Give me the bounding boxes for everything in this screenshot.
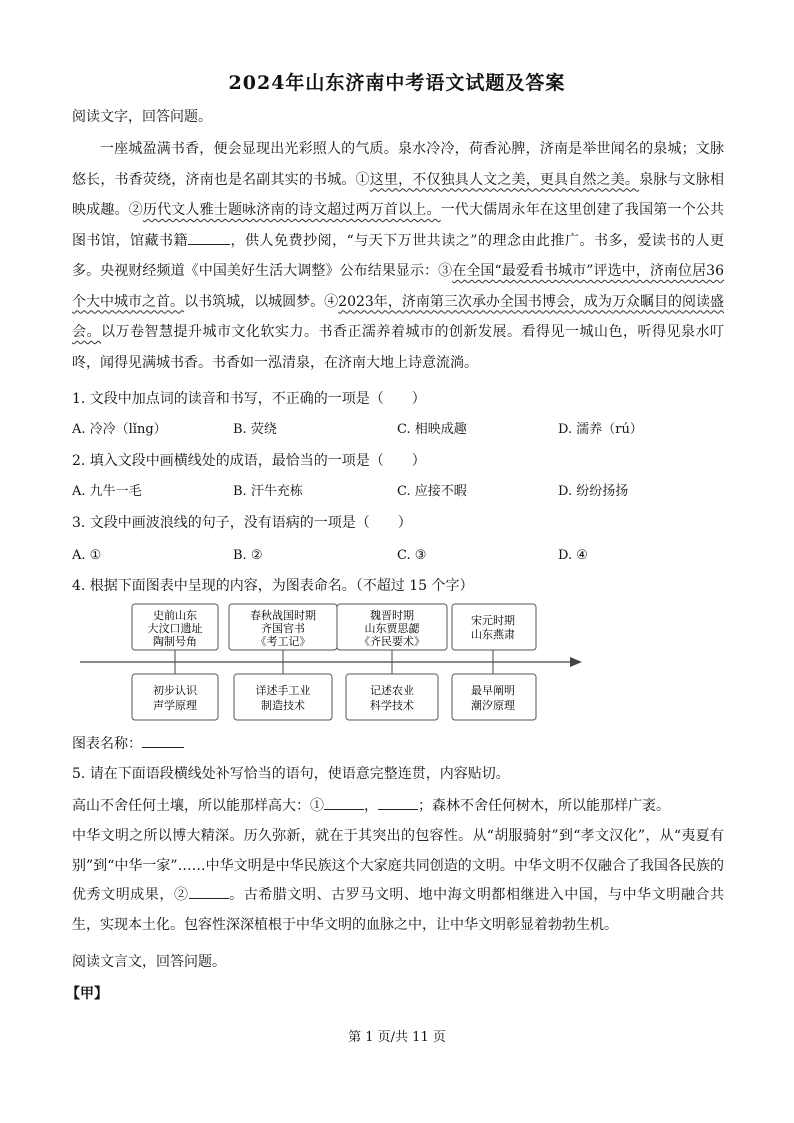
question-1-stem: 1. 文段中加点词的读音和书写，不正确的一项是（ ） bbox=[72, 391, 426, 407]
svg-text:山东燕肃: 山东燕肃 bbox=[471, 628, 515, 641]
q5-line-1-text-b: ， bbox=[364, 798, 378, 814]
reading-passage bbox=[72, 134, 724, 378]
chart-name-label: 图表名称： bbox=[72, 736, 142, 752]
q1-option-a[interactable]: A. 冷冷（lǐng） bbox=[72, 422, 167, 437]
q5-blank-1a[interactable] bbox=[324, 795, 364, 810]
timeline-top-box-1 bbox=[132, 604, 218, 650]
passage-text-5: 以书筑城，以城圆梦。④ bbox=[184, 293, 339, 310]
question-5-stem: 5. 请在下面语段横线处补写恰当的语句，使语意完整连贯，内容贴切。 bbox=[72, 766, 510, 782]
q2-option-c[interactable]: C. 应接不暇 bbox=[397, 484, 467, 499]
wavy-sentence-3: 在全国“最爱看书城市”评选中，济南位居36个大中城市之首。 bbox=[72, 263, 724, 310]
reading-instruction: 阅读文字，回答问题。 bbox=[72, 109, 212, 125]
q1-option-c[interactable]: C. 相映成趣 bbox=[397, 422, 467, 437]
svg-text:《考工记》: 《考工记》 bbox=[255, 635, 311, 648]
passage-text-6: 以万卷智慧提升城市文化软实力。书香正濡养着城市的创新发展。看得见一城山色，听得见泉水叮咚，闻得见满城书香。书香如一泓清泉，在济南大地上诗意流淌。 bbox=[72, 324, 724, 371]
svg-text:齐国官书: 齐国官书 bbox=[261, 622, 305, 635]
q5-line-1 bbox=[72, 795, 670, 816]
svg-text:声学原理: 声学原理 bbox=[153, 699, 197, 712]
timeline-bottom-box-1 bbox=[132, 674, 218, 720]
svg-text:记述农业: 记述农业 bbox=[370, 684, 414, 697]
q5-paragraph bbox=[72, 822, 724, 940]
wavy-sentence-2: 历代文人雅士题咏济南的诗文超过两万首以上。 bbox=[142, 202, 441, 218]
svg-text:详述手工业: 详述手工业 bbox=[255, 684, 311, 697]
timeline-arrow-icon bbox=[570, 657, 582, 667]
svg-text:制造技术: 制造技术 bbox=[261, 699, 305, 712]
passage-text-4: ，供人免费抄阅，“与天下万世共读之”的理念由此推广。书多，爱读书的人更多。央视财经频道《中国美好生活大调整》公布结果显示：③ bbox=[72, 232, 725, 279]
q3-option-d[interactable]: D. ④ bbox=[558, 548, 588, 563]
svg-text:科学技术: 科学技术 bbox=[370, 699, 414, 712]
timeline-diagram bbox=[72, 600, 592, 726]
q5-blank-1b[interactable] bbox=[378, 795, 418, 810]
q5-blank-2[interactable] bbox=[189, 884, 229, 899]
question-2-stem: 2. 填入文段中画横线处的成语，最恰当的一项是（ ） bbox=[72, 453, 426, 469]
q2-option-b[interactable]: B. 汗牛充栋 bbox=[233, 484, 303, 499]
question-3-stem: 3. 文段中画波浪线的句子，没有语病的一项是（ ） bbox=[72, 515, 412, 531]
svg-text:山东贾思勰: 山东贾思勰 bbox=[364, 622, 420, 635]
q1-option-d[interactable]: D. 濡养（rú） bbox=[558, 422, 643, 437]
wavy-sentence-4: 2023年，济南第三次承办全国书博会，成为万众瞩目的阅读盛会。 bbox=[72, 293, 725, 340]
classical-instruction: 阅读文言文，回答问题。 bbox=[72, 954, 226, 970]
q5-paragraph-end: 。古希腊文明、古罗马文明、地中海文明都相继进入中国，与中华文明融合共生，实现本土化。包容性深深植根于中华文明的血脉之中，让中华文明彰显着勃勃生机。 bbox=[72, 887, 725, 933]
q5-line-1-text-a: 高山不舍任何土壤，所以能那样高大：① bbox=[72, 798, 324, 814]
svg-text:陶制号角: 陶制号角 bbox=[153, 635, 197, 648]
svg-text:《齐民要术》: 《齐民要术》 bbox=[359, 635, 425, 648]
q2-option-a[interactable]: A. 九牛一毛 bbox=[72, 484, 142, 499]
timeline-bottom-box-4 bbox=[452, 674, 536, 720]
svg-text:史前山东: 史前山东 bbox=[153, 609, 197, 622]
timeline-top-box-2 bbox=[229, 604, 337, 650]
timeline-bottom-box-3 bbox=[346, 674, 438, 720]
wavy-sentence-1: 这里，不仅独具人文之美，更具自然之美。 bbox=[369, 171, 640, 188]
q5-line-1-text-c: ；森林不舍任何树木，所以能那样广袤。 bbox=[418, 798, 670, 814]
page-title: 2024年山东济南中考语文试题及答案 bbox=[228, 72, 566, 94]
question-4-stem: 4. 根据下面图表中呈现的内容，为图表命名。（不超过 15 个字） bbox=[72, 578, 474, 594]
section-jia: 【甲】 bbox=[66, 986, 108, 1002]
passage-text-1: 一座城盈满书香，便会显现出光彩照人的气质。泉水冷冷，荷香沁脾，济南是举世闻名的泉城；文脉悠长，书香荧绕，济南也是名副其实的书城。① bbox=[72, 141, 724, 188]
q3-option-a[interactable]: A. ① bbox=[72, 548, 102, 563]
chart-name-answer bbox=[72, 733, 184, 754]
svg-text:潮汐原理: 潮汐原理 bbox=[471, 699, 515, 712]
timeline-top-box-4 bbox=[452, 604, 536, 650]
page-footer: 第 1 页/共 11 页 bbox=[348, 1030, 446, 1045]
chart-name-blank[interactable] bbox=[142, 733, 184, 748]
passage-text-3: 一代大儒周永年在这里创建了我国第一个公共图书馆，馆藏书籍 bbox=[72, 202, 725, 249]
svg-text:春秋战国时期: 春秋战国时期 bbox=[250, 609, 316, 622]
timeline-bottom-box-2 bbox=[234, 674, 332, 720]
svg-text:大汶口遗址: 大汶口遗址 bbox=[147, 622, 203, 635]
svg-text:初步认识: 初步认识 bbox=[153, 684, 197, 697]
q5-paragraph-text: 中华文明之所以博大精深。历久弥新，就在于其突出的包容性。从“胡服骑射”到“孝文汉化”，从“夷夏有别”到“中华一家”……中华文明是中华民族这个大家庭共同创造的文明。中华文明不仅融合了我国各民族的优秀文明成果，② bbox=[72, 828, 724, 903]
passage-text-2: 泉脉与文脉相映成趣。② bbox=[72, 171, 725, 218]
q3-option-c[interactable]: C. ③ bbox=[397, 548, 427, 563]
svg-text:最早阐明: 最早阐明 bbox=[471, 684, 515, 697]
q2-option-d[interactable]: D. 纷纷扬扬 bbox=[558, 484, 629, 499]
q3-option-b[interactable]: B. ② bbox=[233, 548, 263, 563]
svg-text:魏晋时期: 魏晋时期 bbox=[370, 609, 414, 622]
q1-option-b[interactable]: B. 荧绕 bbox=[233, 422, 277, 437]
idiom-blank[interactable] bbox=[188, 230, 230, 245]
svg-text:宋元时期: 宋元时期 bbox=[471, 614, 515, 627]
timeline-top-box-3 bbox=[337, 604, 447, 650]
